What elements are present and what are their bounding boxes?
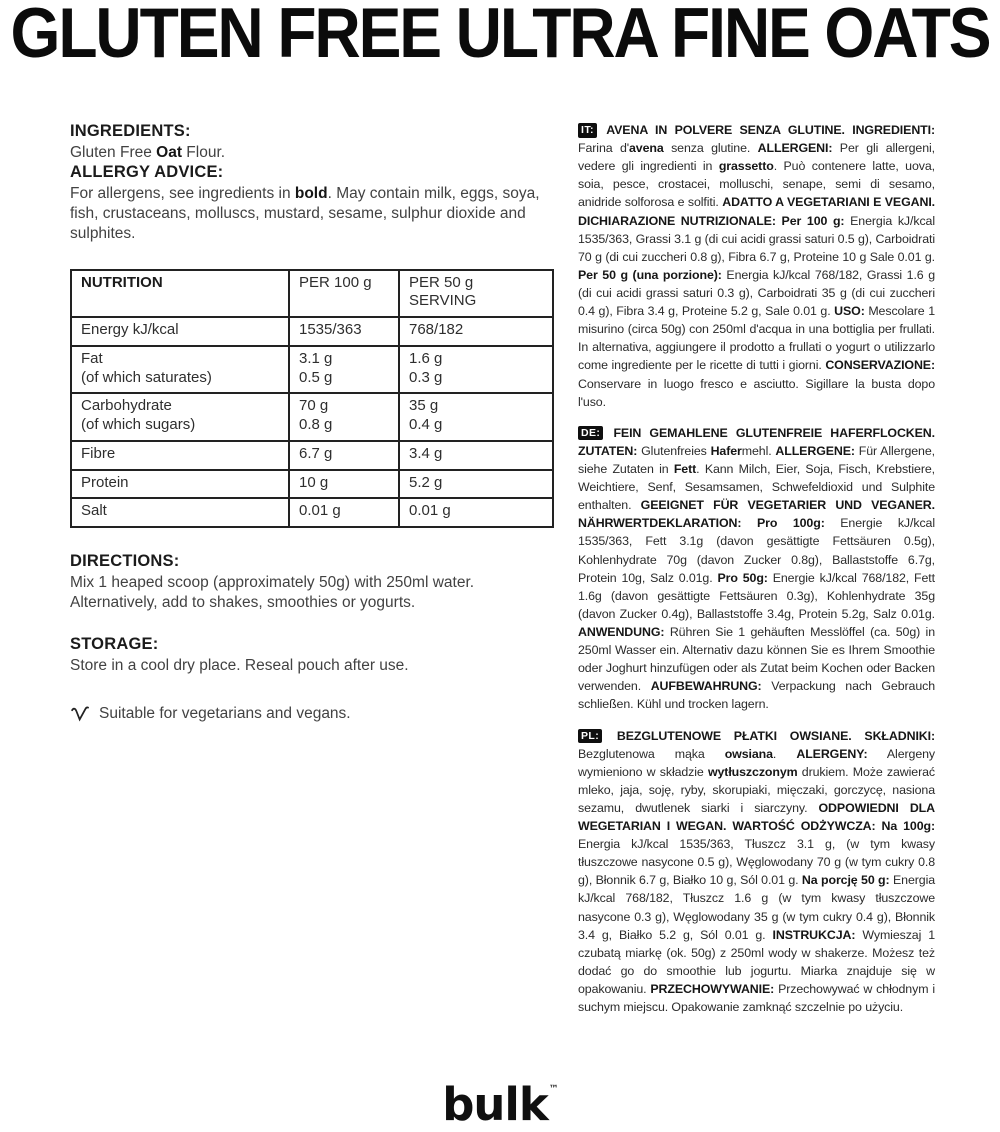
- directions-heading: DIRECTIONS:: [70, 552, 180, 571]
- trademark-symbol: ™: [548, 1084, 558, 1095]
- ingredients-text: Gluten Free Oat Flour.: [70, 144, 226, 161]
- storage-text: Store in a cool dry place. Reseal pouch after use.: [70, 657, 409, 675]
- language-paragraph: [578, 727, 935, 1017]
- language-badge: DE:: [578, 426, 603, 441]
- table-header-cell: NUTRITION: [71, 270, 289, 318]
- table-row: [71, 441, 553, 470]
- vegetarian-v-icon: [70, 704, 90, 724]
- directions-text: Mix 1 heaped scoop (approximately 50g) with 250ml water. Alternatively, add to shakes, smoothies or yogurts.: [70, 574, 475, 612]
- table-cell: 6.7 g: [289, 441, 399, 470]
- language-paragraph: [578, 424, 935, 714]
- table-cell: 1535/363: [289, 317, 399, 346]
- table-cell: 1.6 g 0.3 g: [399, 346, 553, 394]
- allergy-advice-heading: ALLERGY ADVICE:: [70, 163, 224, 182]
- table-row: [71, 498, 553, 527]
- table-cell: 0.01 g: [399, 498, 553, 527]
- lang-section-it: [578, 121, 935, 411]
- right-column: [578, 121, 935, 1029]
- brand-logo-text: bulk: [442, 1078, 548, 1131]
- table-header-cell: PER 50 g SERVING: [399, 270, 553, 318]
- table-cell: 10 g: [289, 470, 399, 499]
- table-cell: Fibre: [71, 441, 289, 470]
- table-cell: 35 g 0.4 g: [399, 393, 553, 441]
- allergy-advice-text: For allergens, see ingredients in bold. May contain milk, eggs, soya, fish, crustaceans, molluscs, mustard, sesame, sulphur dioxide and sulphites.: [70, 185, 540, 243]
- table-header-cell: PER 100 g: [289, 270, 399, 318]
- nutrition-table-body: [71, 317, 553, 527]
- table-cell: 3.1 g 0.5 g: [289, 346, 399, 394]
- language-badge: IT:: [578, 123, 597, 138]
- brand-logo: [442, 1078, 558, 1131]
- nutrition-table: [70, 269, 554, 529]
- language-text: BEZGLUTENOWE PŁATKI OWSIANE. SKŁADNIKI: Bezglutenowa mąka owsiana. ALERGENY: Alergeny wymieniono w składzie wytłuszczonym drukiem. Może zawierać mleko, jaja, soję, ryby, skorupiaki, mięczaki, gorczycę, nasiona sezamu, dwutlenek siarki i siarczyny. ODPOWIEDNI DLA WEGETARIAN I WEGAN. WARTOŚĆ ODŻYWCZA: Na 100g: Energia kJ/kcal 1535/363, Tłuszcz 3.1 g, (w tym kwasy tłuszczowe nasycone 0.5 g), Węglowodany 70 g (w tym cukry 0.8 g), Błonnik 6.7 g, Białko 10 g, Sól 0.01 g. Na porcję 50 g: Energia kJ/kcal 768/182, Tłuszcz 1.6 g (w tym kwasy tłuszczowe nasycone 0.3 g), Węglowodany 35 g (w tym cukry 0.4 g), Błonnik 3.4 g, Białko 5.2 g, Sól 0.01 g. INSTRUKCJA: Wymieszaj 1 czubatą miarkę (ok. 50g) z 250ml wody w shakerze. Możesz też dodać go do smoothie lub jogurtu. Miarka znajduje się w opakowaniu. PRZECHOWYWANIE: Przechowywać w chłodnym i suchym miejscu. Opakowanie zamknąć szczelnie po użyciu.: [578, 728, 936, 1015]
- table-cell: 768/182: [399, 317, 553, 346]
- table-header-row: [71, 270, 553, 318]
- table-cell: 0.01 g: [289, 498, 399, 527]
- table-cell: 3.4 g: [399, 441, 553, 470]
- table-row: [71, 393, 553, 441]
- language-text: AVENA IN POLVERE SENZA GLUTINE. INGREDIENTI: Farina d'avena senza glutine. ALLERGENI: Per gli allergeni, vedere gli ingredienti in grassetto. Può contenere latte, uova, soia, pesce, crostacei, molluschi, senape, semi di sesamo, anidride solforosa e solfiti. ADATTO A VEGETARIANI E VEGANI. DICHIARAZIONE NUTRIZIONALE: Per 100 g: Energia kJ/kcal 1535/363, Grassi 3.1 g (di cui acidi grassi saturi 0.5 g), Carboidrati 70 g (di cui zuccheri 0.8 g), Fibra 6.7 g, Proteine 10 g Sale 0.01 g. Per 50 g (una porzione): Energia kJ/kcal 768/182, Grassi 1.6 g (di cui acidi grassi saturi 0.3 g), Carboidrati 35 g (di cui zuccheri 0.4 g), Fibra 3.4 g, Proteine 5.2 g, Sale 0.01 g. USO: Mescolare 1 misurino (circa 50g) con 250ml d'acqua in una bottiglia per frullati. In alternativa, aggiungere il prodotto a frullati o yogurt o utilizzarlo come ingrediente per le ricette di tutti i giorni. CONSERVAZIONE: Conservare in luogo fresco e asciutto. Sigillare la busta dopo l'uso.: [578, 123, 936, 409]
- table-cell: Protein: [71, 470, 289, 499]
- table-cell: Salt: [71, 498, 289, 527]
- nutrition-table-header: [71, 270, 553, 318]
- table-cell: 70 g 0.8 g: [289, 393, 399, 441]
- table-cell: Energy kJ/kcal: [71, 317, 289, 346]
- left-column: [70, 122, 552, 724]
- lang-section-de: [578, 424, 935, 714]
- language-badge: PL:: [578, 729, 602, 744]
- vegetarian-note: [70, 704, 552, 724]
- language-text: FEIN GEMAHLENE GLUTENFREIE HAFERFLOCKEN. ZUTATEN: Glutenfreies Hafermehl. ALLERGENE: Für Allergene, siehe Zutaten in Fett. Kann Milch, Eier, Soja, Fisch, Krebstiere, Weichtiere, Senf, Sesamsamen, Schwefeldioxid und Sulphite enthalten. GEEIGNET FÜR VEGETARIER UND VEGANER. NÄHRWERTDEKLARATION: Pro 100g: Energie kJ/kcal 1535/363, Fett 3.1g (davon gesättigte Fettsäuren 0.5g), Kohlenhydrate 70g (davon Zucker 0.8g), Ballaststoffe 6.7g, Protein 10g, Salz 0.01g. Pro 50g: Energie kJ/kcal 768/182, Fett 1.6g (davon gesättigte Fettsäuren 0.3g), Kohlenhydrate 35g (davon Zucker 0.4g), Ballaststoffe 3.4g, Protein 5.2g, Salz 0.01g. ANWENDUNG: Rühren Sie 1 gehäuften Messlöffel (ca. 50g) in 250ml Wasser ein. Alternativ dazu können Sie es Ihrem Smoothie oder Joghurt hinzufügen oder als Zutat beim Kochen oder Backen verwenden. AUFBEWAHRUNG: Verpackung nach Gebrauch schließen. Kühl und trocken lagern.: [578, 425, 936, 712]
- footer: [0, 1078, 1000, 1131]
- table-row: [71, 346, 553, 394]
- table-cell: Fat (of which saturates): [71, 346, 289, 394]
- lang-section-pl: [578, 727, 935, 1017]
- page-title: GLUTEN FREE ULTRA FINE OATS: [10, 0, 990, 73]
- table-cell: 5.2 g: [399, 470, 553, 499]
- table-cell: Carbohydrate (of which sugars): [71, 393, 289, 441]
- table-row: [71, 470, 553, 499]
- ingredients-heading: INGREDIENTS:: [70, 122, 191, 140]
- table-row: [71, 317, 553, 346]
- vegetarian-text: Suitable for vegetarians and vegans.: [99, 705, 351, 723]
- language-paragraph: [578, 121, 935, 411]
- storage-heading: STORAGE:: [70, 635, 159, 654]
